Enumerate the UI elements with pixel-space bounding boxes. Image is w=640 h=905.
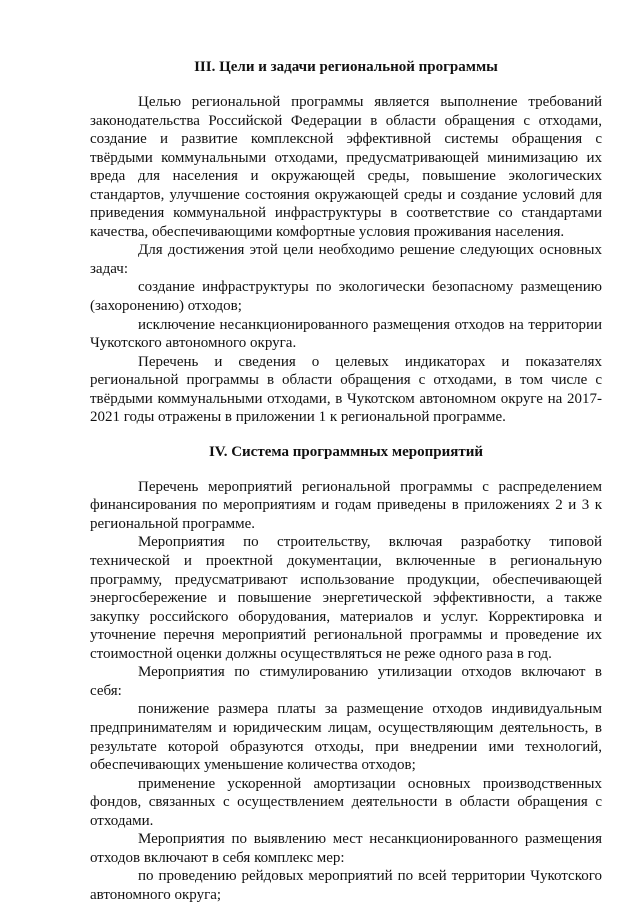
s3-paragraph-task-2: исключение несанкционированного размещения отходов на территории Чукотского автономного округа. (90, 316, 602, 352)
section-4-heading: IV. Система программных мероприятий (208, 443, 484, 460)
s4-paragraph-construction: Мероприятия по строительству, включая разработку типовой технической и проектной документации, включенные в региональную программу, предусматривают использование продукции, обеспечивающей энергосбережение и повышение энергетической эффективности, а также закупку российского оборудования, материалов и услуг. Корректировка и уточнение перечня мероприятий региональной программы и проведение их стоимостной оценки должны осуществляться не реже одного раза в год. (90, 534, 602, 662)
s4-paragraph-raids: по проведению рейдовых мероприятий по всей территории Чукотского автономного округа; (90, 868, 602, 903)
s3-paragraph-goal: Целью региональной программы является выполнение требований законодательства Российской Федерации в области обращения с отходами, создание и развитие комплексной эффективной системы обращения с твёрдыми коммунальными отходами, предусматривающей минимизацию их вреда для населения и окружающей среды, повышение экологических стандартов, улучшение состояния окружающей среды и создание условий для приведения коммунальной инфраструктуры в соответствие со стандартами качества, обеспечивающими комфортные условия проживания населения. (90, 94, 602, 240)
document-page (90, 58, 602, 904)
s4-paragraph-amortization: применение ускоренной амортизации основных производственных фондов, связанных с осуществлением деятельности в области обращения с отходами. (90, 775, 602, 829)
s4-paragraph-list: Перечень мероприятий региональной программы с распределением финансирования по мероприятиям и годам приведены в приложениях 2 и 3 к региональной программе. (90, 478, 602, 532)
section-3-heading: III. Цели и задачи региональной программы (194, 59, 498, 75)
s3-paragraph-indicators: Перечень и сведения о целевых индикаторах и показателях региональной программы в области обращения с отходами, в том числе с твёрдыми коммунальными отходами, в Чукотском автономном округе на 2017-2021 годы отражены в приложении 1 к региональной программе. (90, 353, 602, 426)
s4-paragraph-stimulation-intro: Мероприятия по стимулированию утилизации отходов включают в себя: (90, 664, 602, 699)
s3-paragraph-task-1: создание инфраструктуры по экологически безопасному размещению (захоронению) отходов; (90, 279, 602, 315)
s4-paragraph-fee-reduction: понижение размера платы за размещение отходов индивидуальным предпринимателям и юридическим лицам, осуществляющим деятельность, в результате которой образуются отходы, при внедрении ими технологий, обеспечивающих уменьшение количества отходов; (90, 701, 602, 774)
s4-paragraph-detection-intro: Мероприятия по выявлению мест несанкционированного размещения отходов включают в себя комплекс мер: (90, 831, 602, 866)
s3-paragraph-tasks-intro: Для достижения этой цели необходимо решение следующих основных задач: (90, 242, 602, 277)
